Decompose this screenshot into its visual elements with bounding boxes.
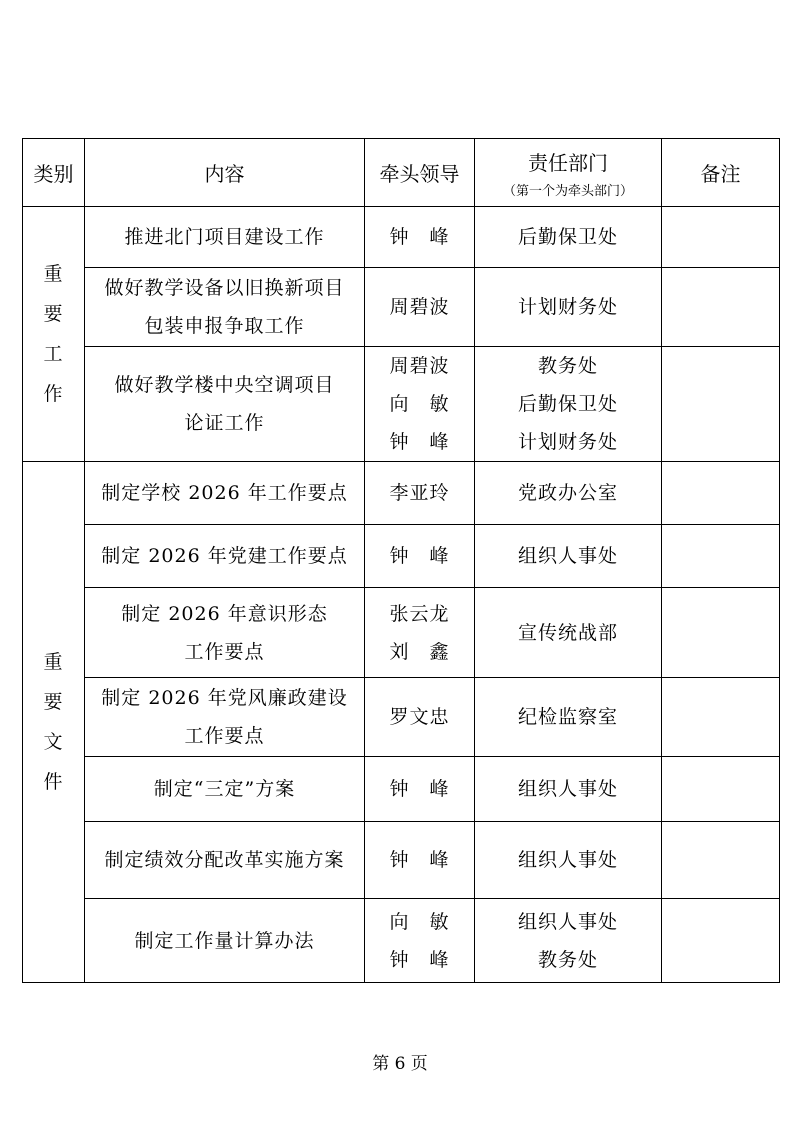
- content-cell-line: 做好教学设备以旧换新项目: [104, 277, 345, 299]
- content-cell: [85, 822, 365, 899]
- category-char: 文: [43, 731, 64, 753]
- department-cell: [475, 207, 662, 268]
- content-cell-line: 包装申报争取工作: [144, 315, 305, 337]
- category-char: 重: [43, 651, 64, 673]
- department-cell-line: 组织人事处: [517, 545, 618, 567]
- leader-cell: [365, 822, 475, 899]
- leader-cell-line: 钟 峰: [389, 545, 450, 567]
- content-cell: [85, 588, 365, 678]
- department-cell: [475, 347, 662, 462]
- department-cell: [475, 757, 662, 822]
- header-department-label: 责任部门: [528, 150, 608, 175]
- department-cell: [475, 268, 662, 347]
- remark-cell: [662, 899, 780, 983]
- department-cell-line: 计划财务处: [517, 296, 618, 318]
- content-cell-line: 论证工作: [184, 412, 265, 434]
- work-plan-table: [22, 138, 780, 983]
- department-cell-line: 纪检监察室: [517, 706, 618, 728]
- content-cell-line: 制定 2026 年党风廉政建设: [101, 687, 348, 709]
- category-char: 作: [43, 383, 64, 405]
- leader-cell: [365, 678, 475, 757]
- department-cell-line: 组织人事处: [517, 778, 618, 800]
- leader-cell-line: 李亚玲: [389, 482, 450, 504]
- table-body: [23, 207, 780, 983]
- table-row: [23, 588, 780, 678]
- content-cell: [85, 757, 365, 822]
- leader-cell-line: 罗文忠: [389, 706, 450, 728]
- header-leader: 牵头领导: [365, 139, 475, 207]
- department-cell: [475, 899, 662, 983]
- category-char: 工: [43, 343, 64, 365]
- category-cell: [23, 462, 85, 983]
- leader-cell-line: 向 敏: [389, 393, 450, 415]
- content-cell-line: 制定学校 2026 年工作要点: [101, 482, 348, 504]
- department-cell-line: 计划财务处: [517, 431, 618, 453]
- leader-cell-line: 张云龙: [389, 602, 450, 625]
- leader-cell: [365, 207, 475, 268]
- content-cell-line: 做好教学楼中央空调项目: [114, 374, 335, 396]
- content-cell-line: 制定 2026 年意识形态: [121, 602, 328, 625]
- category-char: 重: [43, 263, 64, 285]
- remark-cell: [662, 207, 780, 268]
- category-cell: [23, 207, 85, 462]
- remark-cell: [662, 822, 780, 899]
- leader-cell-line: 钟 峰: [389, 226, 450, 248]
- table-row: [23, 757, 780, 822]
- department-cell-line: 后勤保卫处: [517, 393, 618, 415]
- table-row: [23, 525, 780, 588]
- content-cell: [85, 207, 365, 268]
- content-cell: [85, 347, 365, 462]
- content-cell-line: 制定“三定”方案: [153, 778, 296, 800]
- department-cell-line: 教务处: [537, 948, 598, 971]
- content-cell-line: 制定 2026 年党建工作要点: [101, 545, 348, 567]
- department-cell-line: 后勤保卫处: [517, 226, 618, 248]
- content-cell: [85, 899, 365, 983]
- department-cell-line: 教务处: [537, 355, 598, 377]
- department-cell: [475, 462, 662, 525]
- header-remark: 备注: [662, 139, 780, 207]
- table-row: [23, 678, 780, 757]
- header-content: 内容: [85, 139, 365, 207]
- category-char: 要: [43, 691, 64, 713]
- header-category: 类别: [23, 139, 85, 207]
- leader-cell: [365, 462, 475, 525]
- table-row: [23, 462, 780, 525]
- leader-cell: [365, 347, 475, 462]
- department-cell: [475, 588, 662, 678]
- department-cell-line: 组织人事处: [517, 849, 618, 871]
- page-number: 第 6 页: [372, 1054, 428, 1074]
- leader-cell: [365, 899, 475, 983]
- header-department: [475, 139, 662, 207]
- table-row: [23, 899, 780, 983]
- remark-cell: [662, 757, 780, 822]
- content-cell: [85, 525, 365, 588]
- table-row: [23, 822, 780, 899]
- header-department-note: （第一个为牵头部门）: [502, 183, 633, 199]
- leader-cell-line: 向 敏: [389, 910, 450, 933]
- category-char: 要: [43, 303, 64, 325]
- department-cell-line: 组织人事处: [517, 910, 618, 933]
- table-row: [23, 268, 780, 347]
- category-char: 件: [43, 771, 64, 793]
- content-cell: [85, 678, 365, 757]
- remark-cell: [662, 268, 780, 347]
- table-header-row: [23, 139, 780, 207]
- content-cell-line: 工作要点: [184, 725, 265, 747]
- leader-cell: [365, 268, 475, 347]
- leader-cell: [365, 588, 475, 678]
- leader-cell-line: 周碧波: [389, 296, 450, 318]
- department-cell: [475, 678, 662, 757]
- content-cell-line: 制定工作量计算办法: [134, 929, 315, 952]
- leader-cell: [365, 757, 475, 822]
- department-cell: [475, 822, 662, 899]
- leader-cell-line: 钟 峰: [389, 431, 450, 453]
- leader-cell-line: 钟 峰: [389, 849, 450, 871]
- remark-cell: [662, 347, 780, 462]
- remark-cell: [662, 678, 780, 757]
- remark-cell: [662, 462, 780, 525]
- content-cell: [85, 268, 365, 347]
- leader-cell: [365, 525, 475, 588]
- leader-cell-line: 周碧波: [389, 355, 450, 377]
- department-cell: [475, 525, 662, 588]
- leader-cell-line: 刘 鑫: [389, 640, 450, 663]
- remark-cell: [662, 588, 780, 678]
- content-cell: [85, 462, 365, 525]
- leader-cell-line: 钟 峰: [389, 778, 450, 800]
- department-cell-line: 党政办公室: [517, 482, 618, 504]
- remark-cell: [662, 525, 780, 588]
- content-cell-line: 推进北门项目建设工作: [124, 226, 325, 248]
- content-cell-line: 工作要点: [184, 640, 265, 663]
- content-cell-line: 制定绩效分配改革实施方案: [104, 849, 345, 871]
- table-row: [23, 207, 780, 268]
- leader-cell-line: 钟 峰: [389, 948, 450, 971]
- department-cell-line: 宣传统战部: [517, 621, 618, 644]
- table-row: [23, 347, 780, 462]
